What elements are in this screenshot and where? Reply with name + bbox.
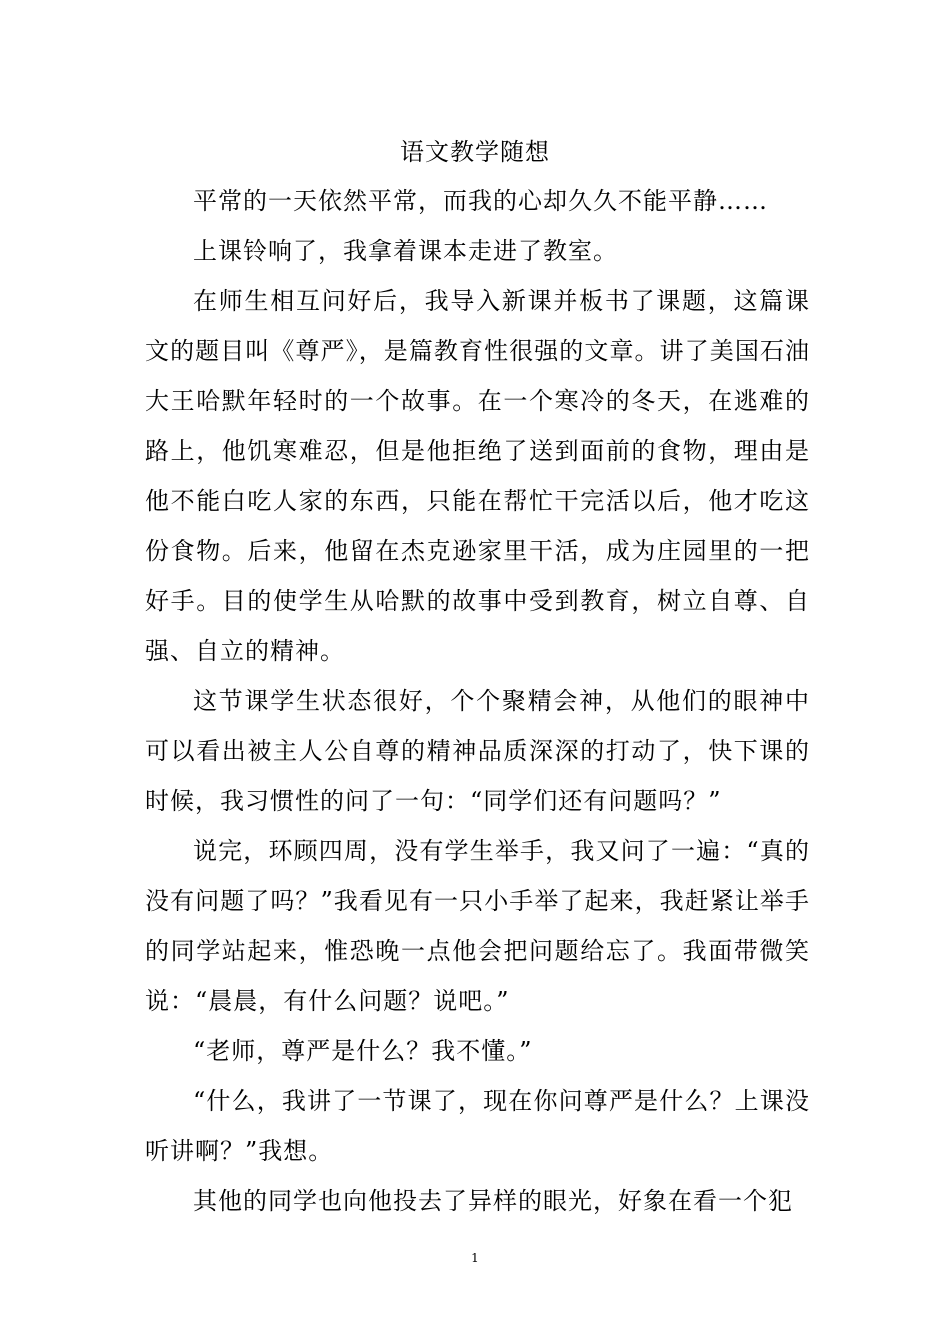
document-title: 语文教学随想 <box>400 138 550 166</box>
page-number: 1 <box>471 1251 479 1265</box>
paragraph: 在师生相互问好后，我导入新课并板书了课题，这篇课文的题目叫《尊严》，是篇教育性很强的文章。讲了美国石油大王哈默年轻时的一个故事。在一个寒冷的冬天，在逃难的路上，他饥寒难忍，但是他拒绝了送到面前的食物，理由是他不能白吃人家的东西，只能在帮忙干完活以后，他才吃这份食物。后来，他留在杰克逊家里干活，成为庄园里的一把好手。目的使学生从哈默的故事中受到教育，树立自尊、自强、自立的精神。 <box>145 287 810 665</box>
document-body <box>145 176 810 1226</box>
paragraph: 平常的一天依然平常，而我的心却久久不能平静…… <box>193 187 768 215</box>
paragraph: 上课铃响了，我拿着课本走进了教室。 <box>193 237 618 265</box>
paragraph: “老师，尊严是什么？我不懂。” <box>193 1037 533 1065</box>
paragraph: 其他的同学也向他投去了异样的眼光，好象在看一个犯 <box>193 1187 793 1215</box>
paragraph: 这节课学生状态很好，个个聚精会神，从他们的眼神中可以看出被主人公自尊的精神品质深深的打动了，快下课的时候，我习惯性的问了一句：“同学们还有问题吗？” <box>145 687 810 815</box>
paragraph: 说完，环顾四周，没有学生举手，我又问了一遍：“真的没有问题了吗？”我看见有一只小手举了起来，我赶紧让举手的同学站起来，惟恐晚一点他会把问题给忘了。我面带微笑说：“晨晨，有什么问题？说吧。” <box>145 837 810 1015</box>
paragraph: “什么，我讲了一节课了，现在你问尊严是什么？上课没听讲啊？”我想。 <box>145 1087 810 1165</box>
